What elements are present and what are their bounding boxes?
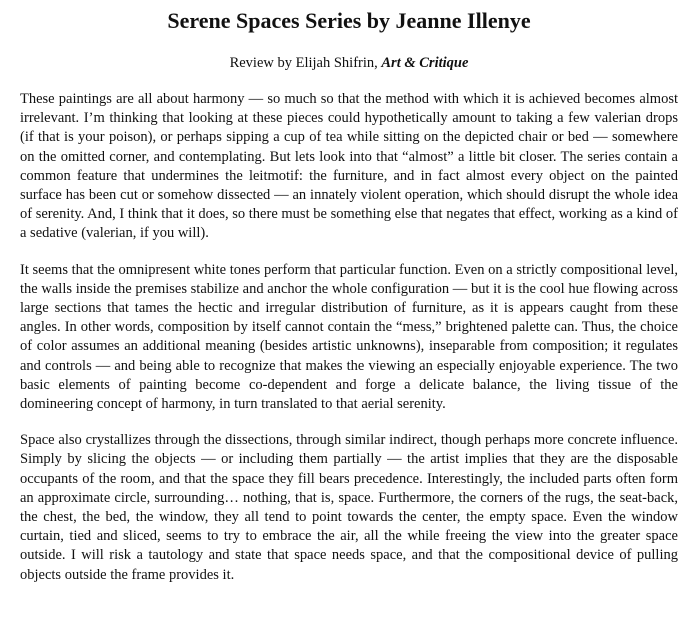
article-body (20, 90, 678, 585)
article-title: Serene Spaces Series by Jeanne Illenye (167, 8, 531, 33)
paragraph-2: It seems that the omnipresent white tones perform that particular function. Even on a strictly compositional level, the walls inside the premises stabilize and anchor the whole configuration — but it is the cool hue flowing across large sections that tames the hectic and irregular distribution of furniture, as it is appears caught from these angles. In other words, composition by itself cannot contain the “mess,” brightened palette can. Thus, the choice of color assumes an additional meaning (besides artistic unknowns), inseparable from composition; it regulates and controls — and being able to recognize that makes the viewing an especially enjoyable experience. The two basic elements of painting become co-dependent and forge a delicate balance, the living tissue of the domineering concept of harmony, in turn translated to that aerial serenity. (20, 261, 678, 413)
paragraph-3: Space also crystallizes through the dissections, through similar indirect, though perhaps more concrete influence. Simply by slicing the objects — or including them partially — the artist implies that they are the disposable occupants of the room, and that the space they fill bears precedence. Interestingly, the included parts often form an approximate circle, surrounding… nothing, that is, space. Furthermore, the corners of the rugs, the seat-back, the chest, the bed, the window, they all tend to point towards the center, the empty space. Even the window curtain, tied and sliced, seems to try to embrace the air, all the while freeing the view into the greater space outside. I will risk a tautology and state that space needs space, and that the compositional device of pulling objects outside the frame provides it. (20, 432, 678, 583)
byline-author: Review by Elijah Shifrin, (229, 55, 382, 71)
byline-publication: Art & Critique (381, 55, 469, 71)
paragraph-1: These paintings are all about harmony — so much so that the method with which it is achieved becomes almost irrelevant. I’m thinking that looking at these pieces could hypothetically amount to taking a few valerian drops (if that is your poison), or perhaps sipping a cup of tea while sitting on the depicted chair or bed — somewhere on the omitted corner, and contemplating. But lets look into that “almost” a little bit closer. The series contain a common feature that undermines the leitmotif: the furniture, and in fact almost every object on the painted surface has been cut or somehow dissected — an innately violent operation, which should disrupt the whole idea of serenity. And, I think that it does, so there must be something else that negates that effect, working as a kind of a sedative (valerian, if you will). (20, 91, 678, 242)
byline (20, 35, 678, 72)
